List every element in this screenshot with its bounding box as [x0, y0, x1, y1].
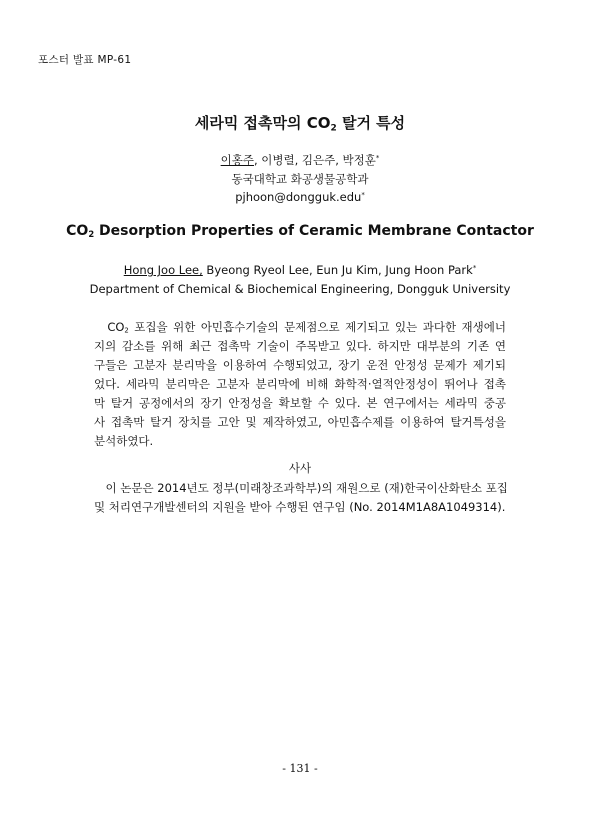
presenting-author-english: Hong Joo Lee, [123, 263, 203, 277]
abstract-line1-pre: CO [94, 320, 125, 334]
title-english-post: Desorption Properties of Ceramic Membrane Contactor [94, 223, 534, 239]
coauthors-english: Byeong Ryeol Lee, Eun Ju Kim, Jung Hoon Park [202, 263, 473, 277]
title-english-pre: CO [66, 223, 89, 239]
abstract-line: 분석하였다. [94, 434, 154, 448]
abstract-line [94, 318, 506, 337]
affiliation-korean: 동국대학교 화공생물공학과 [231, 172, 369, 186]
title-english-subscript: 2 [88, 229, 95, 240]
abstract-line: 막 탈거 공정에서의 장기 안정성을 확보할 수 있다. 본 연구에서는 세라믹 중공 [94, 396, 506, 410]
abstract-line1-post: 포집을 위한 아민흡수기술의 문제점으로 제기되고 있는 과다한 재생에너 [128, 320, 506, 334]
title-korean-post: 탈거 특성 [336, 114, 406, 132]
page-number: - 131 - [282, 762, 318, 775]
title-english [0, 223, 600, 239]
title-korean-subscript: 2 [330, 123, 337, 134]
abstract-line: 구들은 고분자 분리막을 이용하여 수행되었고, 장기 운전 안정성 문제가 제기되 [94, 358, 506, 372]
abstract-body [94, 318, 506, 451]
email-mark: * [361, 190, 365, 199]
abstract-line: 었다. 세라믹 분리막은 고분자 분리막에 비해 화학적·열적안정성이 뛰어나 접촉 [94, 377, 506, 391]
affiliation-english: Department of Chemical & Biochemical Engineering, Dongguk University [89, 282, 511, 296]
acknowledgement-line: 및 처리연구개발센터의 지원을 받아 수행된 연구임 (No. 2014M1A8A1049314). [94, 500, 506, 514]
authors-english [0, 263, 600, 277]
acknowledgement-heading: 사사 [288, 461, 312, 475]
email-address: pjhoon@dongguk.edu [235, 190, 362, 204]
abstract-line1-subscript: 2 [124, 326, 129, 335]
acknowledgement-body [94, 479, 506, 517]
acknowledgement-line: 이 논문은 2014년도 정부(미래창조과학부)의 재원으로 (재)한국이산화탄소 포집 [94, 481, 508, 495]
title-korean-pre: 세라믹 접촉막의 CO [194, 114, 331, 132]
corresponding-email [0, 190, 600, 204]
title-korean [0, 112, 600, 133]
abstract-line: 지의 감소를 위해 최근 접촉막 기술이 주목받고 있다. 하지만 대부분의 기존 연 [94, 339, 506, 353]
presenting-author-korean: 이홍주 [220, 153, 254, 167]
coauthors-korean: , 이병렬, 김은주, 박정훈 [253, 153, 376, 167]
session-label: 포스터 발표 MP-61 [38, 54, 132, 66]
authors-korean [0, 152, 600, 168]
abstract-line: 사 접촉막 탈거 장치를 고안 및 제작하였고, 아민흡수제를 이용하여 탈거특성을 [94, 415, 506, 429]
corresponding-mark-english: * [472, 263, 477, 272]
corresponding-mark-korean: * [375, 153, 380, 162]
